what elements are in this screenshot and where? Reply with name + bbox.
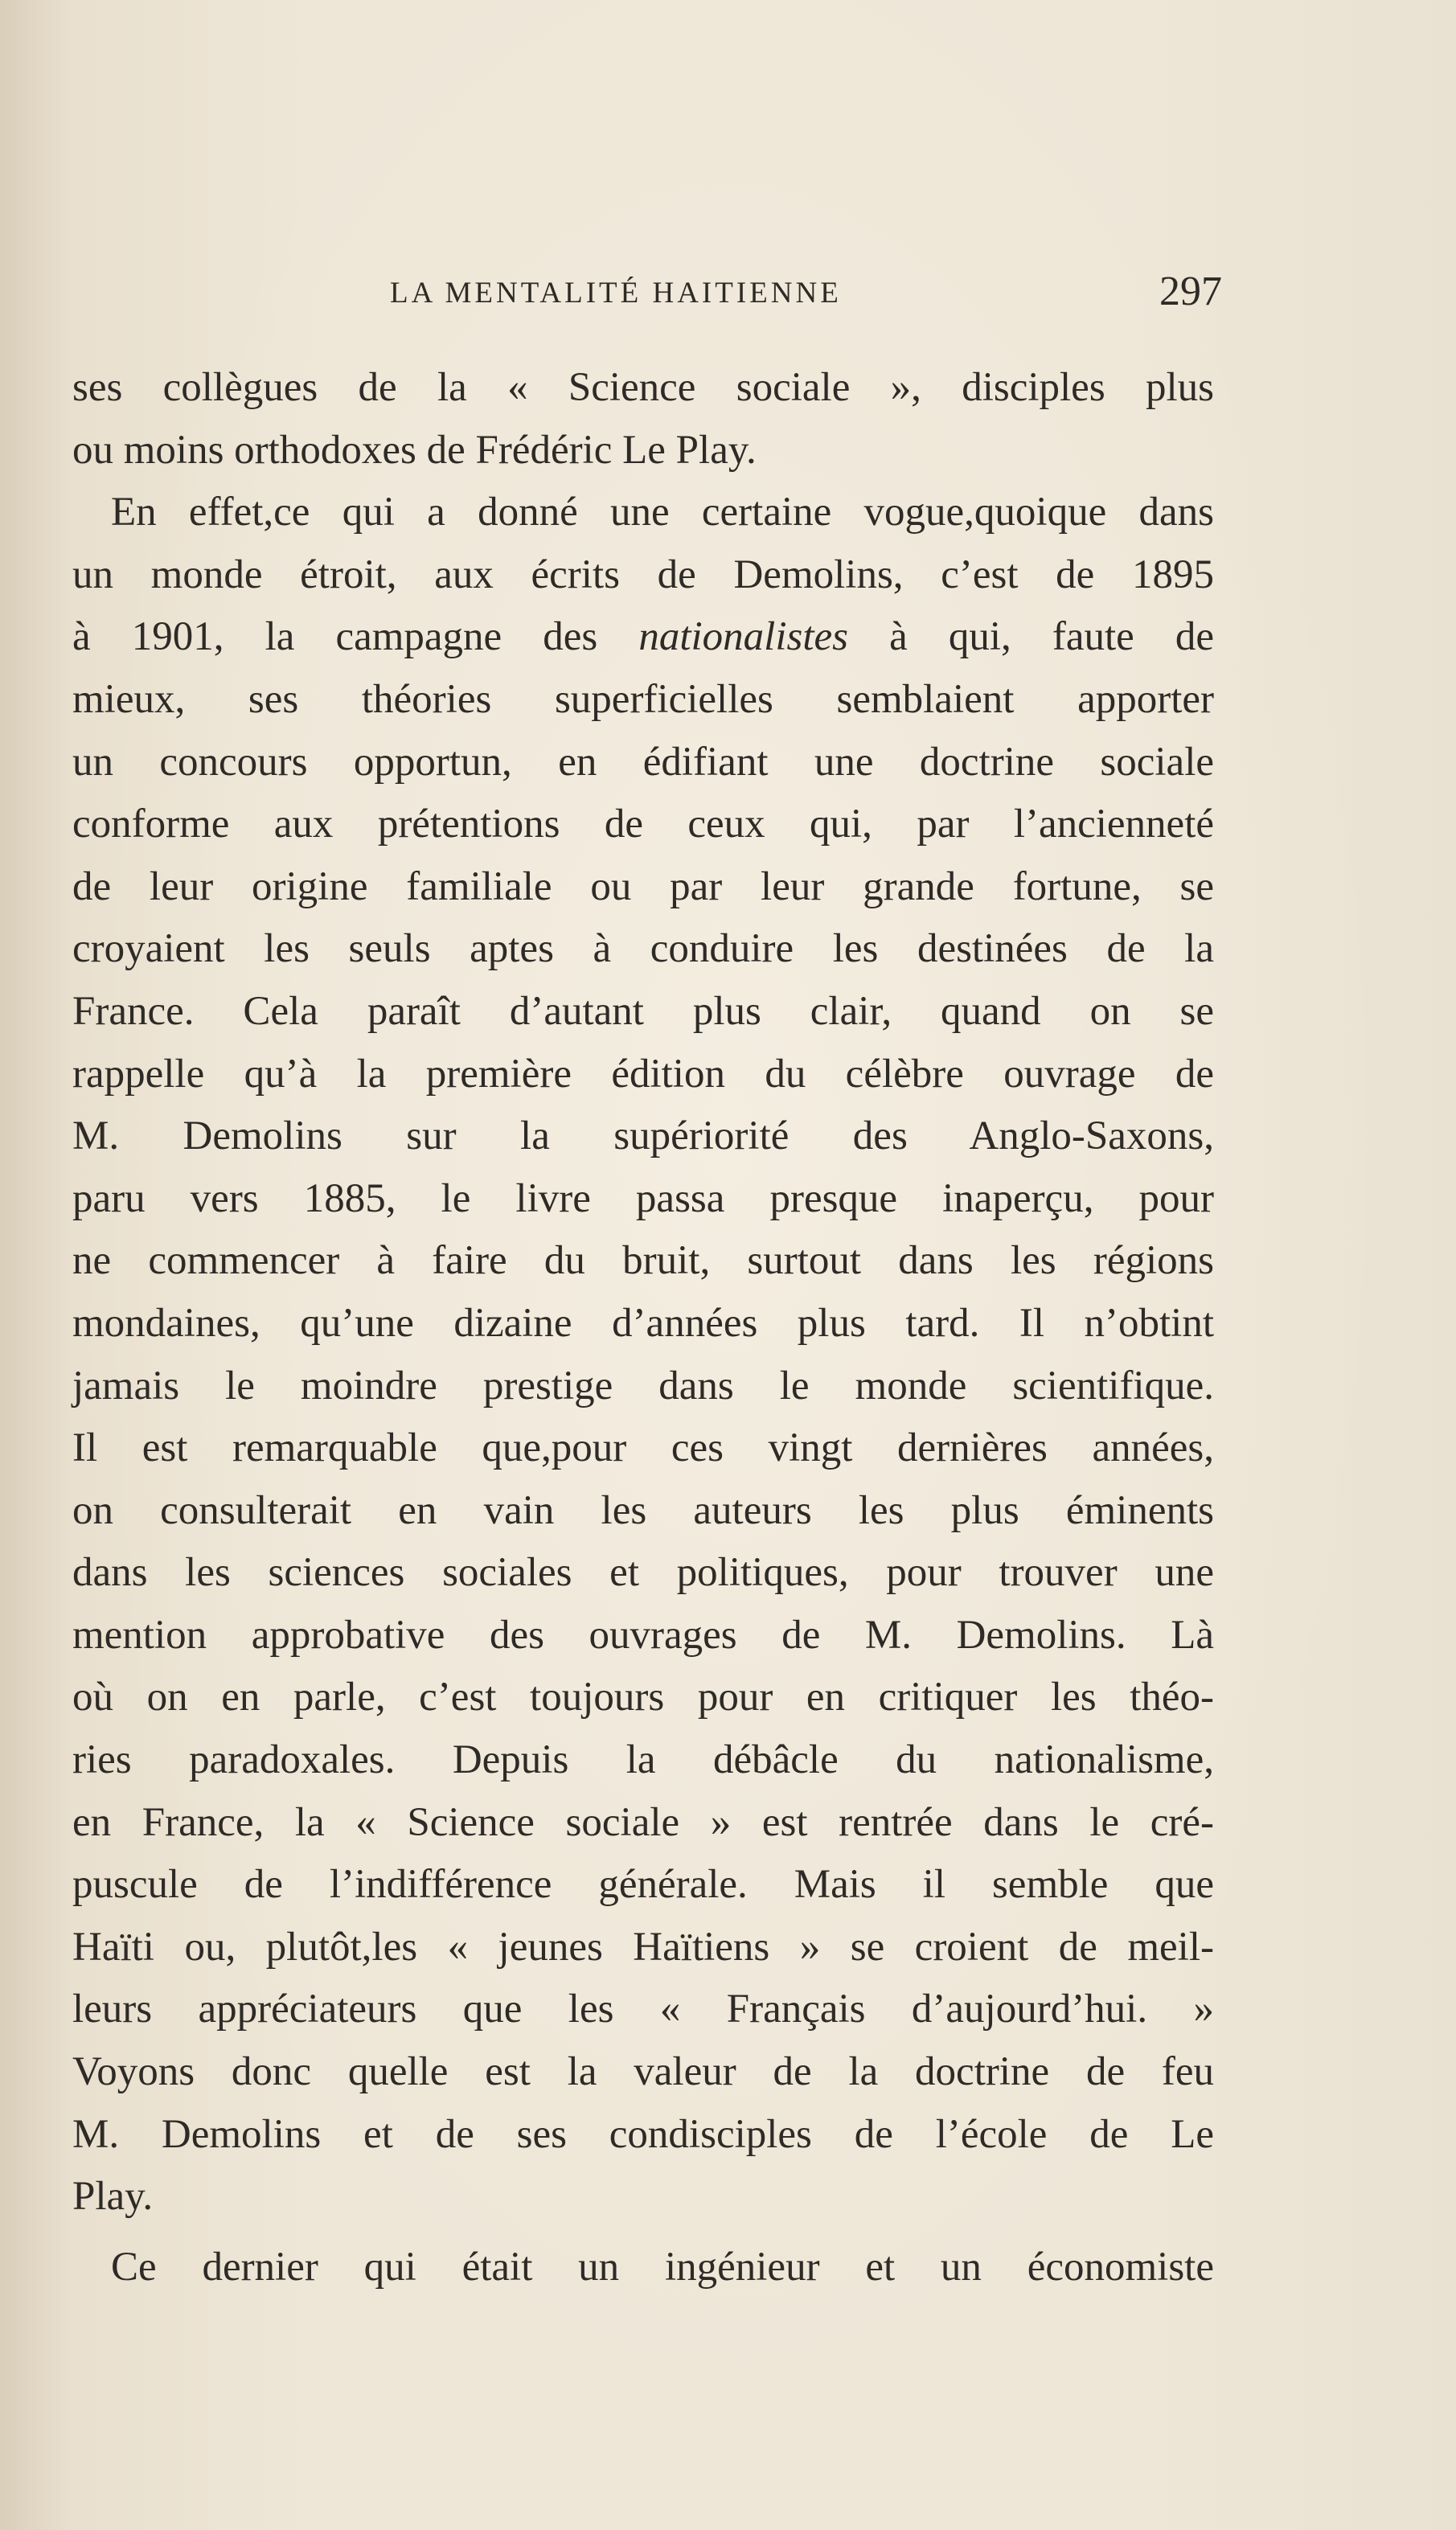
text-line — [72, 610, 1214, 673]
text-line: M. Demolins et de ses condisciples de l’école de Le — [72, 2111, 1214, 2157]
text-line: Voyons donc quelle est la valeur de la doctrine de feu — [72, 2049, 1214, 2095]
text-line: on consulterait en vain les auteurs les plus éminents — [72, 1487, 1214, 1533]
text-line: dans les sciences sociales et politiques, pour trouver une — [72, 1550, 1214, 1596]
text-line-end: à qui, faute de — [848, 614, 1215, 660]
italic-word: nationalistes — [638, 614, 849, 660]
body-text — [72, 361, 1214, 2302]
text-line: de leur origine familiale ou par leur grande fortune, se — [72, 863, 1214, 909]
page-number: 297 — [1159, 269, 1222, 314]
text-line: rappelle qu’à la première édition du célèbre ouvrage de — [72, 1051, 1214, 1097]
running-title: LA MENTALITÉ HAITIENNE — [390, 277, 842, 310]
text-line: ses collègues de la « Science sociale », disciples plus — [72, 365, 1214, 410]
text-line: Play. — [72, 2174, 154, 2220]
text-line: Il est remarquable que,pour ces vingt dernières années, — [72, 1425, 1214, 1471]
text-line: ries paradoxales. Depuis la débâcle du nationalisme, — [72, 1737, 1214, 1783]
text-line: en France, la « Science sociale » est rentrée dans le cré- — [72, 1799, 1214, 1845]
text-line: ou moins orthodoxes de Frédéric Le Play. — [72, 427, 757, 473]
text-line: M. Demolins sur la supériorité des Anglo-Saxons, — [72, 1113, 1214, 1159]
text-line: où on en parle, c’est toujours pour en critiquer les théo- — [72, 1675, 1214, 1720]
text-line: conforme aux prétentions de ceux qui, par l’ancienneté — [72, 802, 1214, 847]
text-line: un concours opportun, en édifiant une doctrine sociale — [72, 739, 1214, 785]
text-line: Ce dernier qui était un ingénieur et un économiste — [111, 2244, 1214, 2290]
text-line: leurs appréciateurs que les « Français d’aujourd’hui. » — [72, 1987, 1214, 2032]
text-line: jamais le moindre prestige dans le monde scientifique. — [72, 1363, 1214, 1409]
text-line: Haïti ou, plutôt,les « jeunes Haïtiens » se croient de meil- — [72, 1924, 1214, 1970]
text-line: croyaient les seuls aptes à conduire les destinées de la — [72, 926, 1214, 972]
text-line: un monde étroit, aux écrits de Demolins, c’est de 1895 — [72, 552, 1214, 597]
text-line: mention approbative des ouvrages de M. Demolins. Là — [72, 1612, 1214, 1658]
running-head — [72, 269, 1222, 318]
text-line: ne commencer à faire du bruit, surtout dans les régions — [72, 1238, 1214, 1284]
text-line: mondaines, qu’une dizaine d’années plus tard. Il n’obtint — [72, 1300, 1214, 1346]
text-line: puscule de l’indifférence générale. Mais il semble que — [72, 1862, 1214, 1908]
text-line: mieux, ses théories superficielles semblaient apporter — [72, 676, 1214, 722]
text-line: France. Cela paraît d’autant plus clair, quand on se — [72, 988, 1214, 1034]
text-line: paru vers 1885, le livre passa presque inaperçu, pour — [72, 1175, 1214, 1221]
text-line: En effet,ce qui a donné une certaine vogue,quoique dans — [111, 490, 1214, 535]
text-line-start: à 1901, la campagne des — [72, 614, 598, 660]
